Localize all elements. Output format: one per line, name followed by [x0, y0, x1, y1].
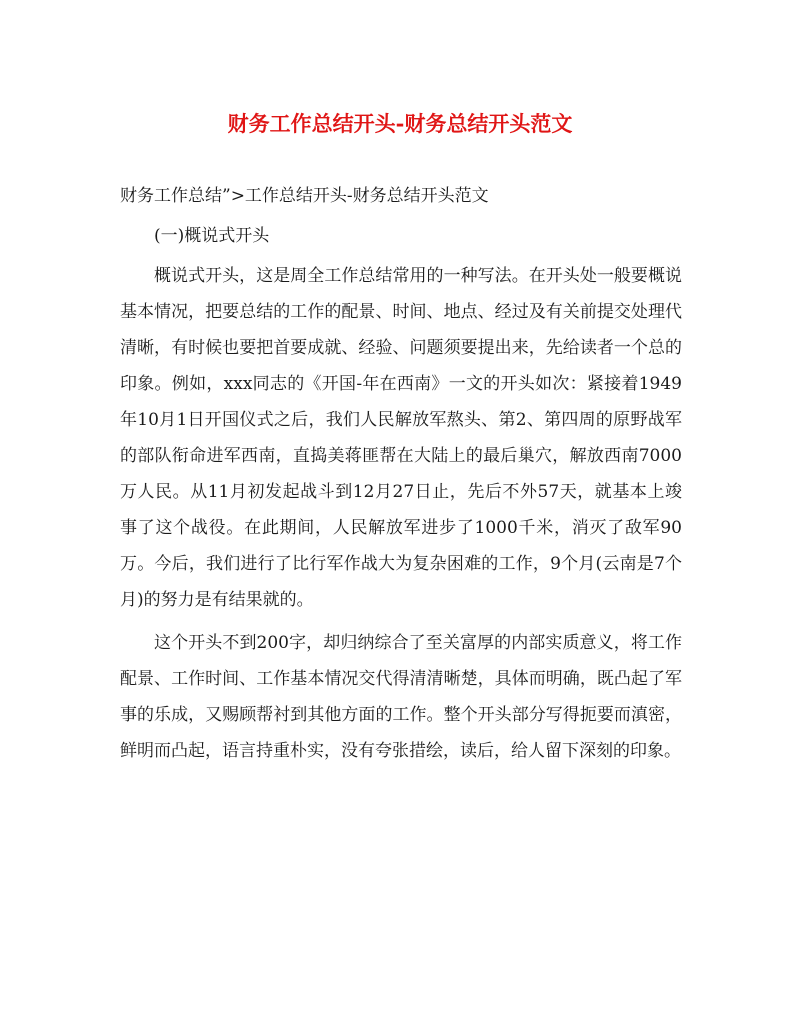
paragraph-analysis: 这个开头不到200字，却归纳综合了至关富厚的内部实质意义，将工作配景、工作时间、工作基本情况交代得清清晰楚，具体而明确，既凸起了军事的乐成，又赐顾帮衬到其他方面的工作。整个开头部分写得扼要而滇密，鲜明而凸起，语言持重朴实，没有夸张措绘，读后，给人留下深刻的印象。 — [120, 633, 682, 761]
section-heading: (一)概说式开头 — [154, 226, 270, 246]
document-body — [120, 178, 682, 769]
paragraph-intro: 概说式开头，这是周全工作总结常用的一种写法。在开头处一般要概说基本情况，把要总结的工作的配景、时间、地点、经过及有关前提交处理代清晰，有时候也要把首要成就、经验、问题须要提出来，先给读者一个总的印象。例如，xxx同志的《开国-年在西南》一文的开头如次：紧接着1949年10月1日开国仪式之后，我们人民解放军熬头、第2、第四周的原野战军的部队衔命进军西南，直捣美蒋匪帮在大陆上的最后巢穴，解放西南7000万人民。从11月初发起战斗到12月27日止，先后不外57天，就基本上竣事了这个战役。在此期间，人民解放军进步了1000千米，消灭了敌军90万。今后，我们进行了比行军作战大为复杂困难的工作，9个月(云南是7个月)的努力是有结果就的。 — [120, 266, 682, 610]
breadcrumb: 财务工作总结”>工作总结开头-财务总结开头范文 — [120, 186, 489, 206]
document-title: 财务工作总结开头-财务总结开头范文 — [227, 111, 573, 136]
